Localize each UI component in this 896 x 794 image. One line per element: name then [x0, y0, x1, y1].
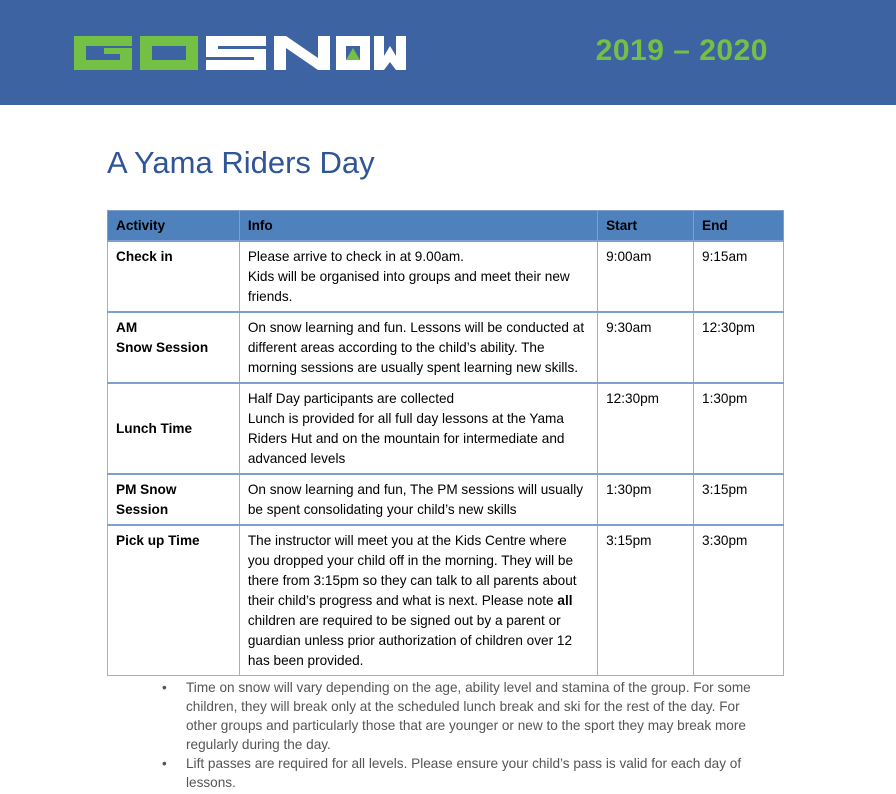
- activity-cell: Lunch Time: [108, 383, 240, 474]
- activity-line: PM Snow: [116, 482, 177, 497]
- info-emphasis: all: [557, 593, 573, 608]
- info-line: Half Day participants are collected: [247, 391, 455, 406]
- activity-cell: Check in: [108, 241, 240, 312]
- bullet-icon: •: [162, 756, 167, 771]
- info-text: The instructor will meet you at the Kids Centre where you dropped your child off in the morning. They will be there from 3:15pm so they can talk to all parents about their child’s progress and what is next. Please note: [247, 533, 577, 608]
- end-time-cell: 3:30pm: [694, 525, 784, 676]
- gosnow-logo: [70, 32, 410, 74]
- table-row: [108, 312, 784, 383]
- activity-cell: Pick up Time: [108, 525, 240, 676]
- info-line: Lunch is provided for all full day lessons at the Yama Riders Hut and on the mountain for intermediate and advanced levels: [247, 411, 565, 466]
- activity-line: Snow Session: [116, 340, 209, 355]
- activity-line: AM: [116, 320, 138, 335]
- note-text: Lift passes are required for all levels. Please ensure your child’s pass is valid for each day of lessons.: [186, 756, 742, 790]
- table-row: [108, 474, 784, 525]
- end-time-cell: 3:15pm: [694, 474, 784, 525]
- table-header-row: [108, 211, 784, 242]
- info-cell: [239, 525, 597, 676]
- info-line: On snow learning and fun. Lessons will be conducted at different areas according to the child’s ability. The morning sessions are usually spent learning new skills.: [247, 320, 585, 375]
- table-row: [108, 525, 784, 676]
- start-time-cell: 12:30pm: [598, 383, 694, 474]
- info-line: Kids will be organised into groups and meet their new friends.: [247, 269, 570, 304]
- start-time-cell: 1:30pm: [598, 474, 694, 525]
- page-title: A Yama Riders Day: [107, 145, 375, 180]
- start-time-cell: 3:15pm: [598, 525, 694, 676]
- info-cell: [239, 474, 597, 525]
- info-cell: [239, 383, 597, 474]
- activity-line: Session: [116, 502, 169, 517]
- column-header-start: Start: [598, 211, 694, 242]
- column-header-end: End: [694, 211, 784, 242]
- info-line: On snow learning and fun, The PM sessions will usually be spent consolidating your child’s new skills: [247, 482, 584, 517]
- activity-cell: [108, 312, 240, 383]
- column-header-info: Info: [239, 211, 597, 242]
- info-cell: [239, 312, 597, 383]
- info-line: Please arrive to check in at 9.00am.: [247, 249, 464, 264]
- list-item: [162, 678, 762, 754]
- start-time-cell: 9:00am: [598, 241, 694, 312]
- start-time-cell: 9:30am: [598, 312, 694, 383]
- schedule-table: [107, 210, 784, 676]
- table-row: [108, 383, 784, 474]
- notes-list: [162, 678, 762, 792]
- activity-cell: [108, 474, 240, 525]
- table-row: [108, 241, 784, 312]
- end-time-cell: 9:15am: [694, 241, 784, 312]
- column-header-activity: Activity: [108, 211, 240, 242]
- list-item: [162, 754, 762, 792]
- note-text: Time on snow will vary depending on the age, ability level and stamina of the group. For some children, they will break only at the scheduled lunch break and ski for the rest of the day. For other groups and particularly those that are younger or new to the sport they may break more regularly during the day.: [186, 680, 751, 752]
- end-time-cell: 1:30pm: [694, 383, 784, 474]
- info-text: children are required to be signed out by a parent or guardian unless prior authorization of children over 12 has been provided.: [247, 613, 573, 668]
- bullet-icon: •: [162, 680, 167, 695]
- end-time-cell: 12:30pm: [694, 312, 784, 383]
- page-header: [0, 0, 896, 105]
- info-cell: [239, 241, 597, 312]
- season-label: 2019 – 2020: [595, 34, 768, 67]
